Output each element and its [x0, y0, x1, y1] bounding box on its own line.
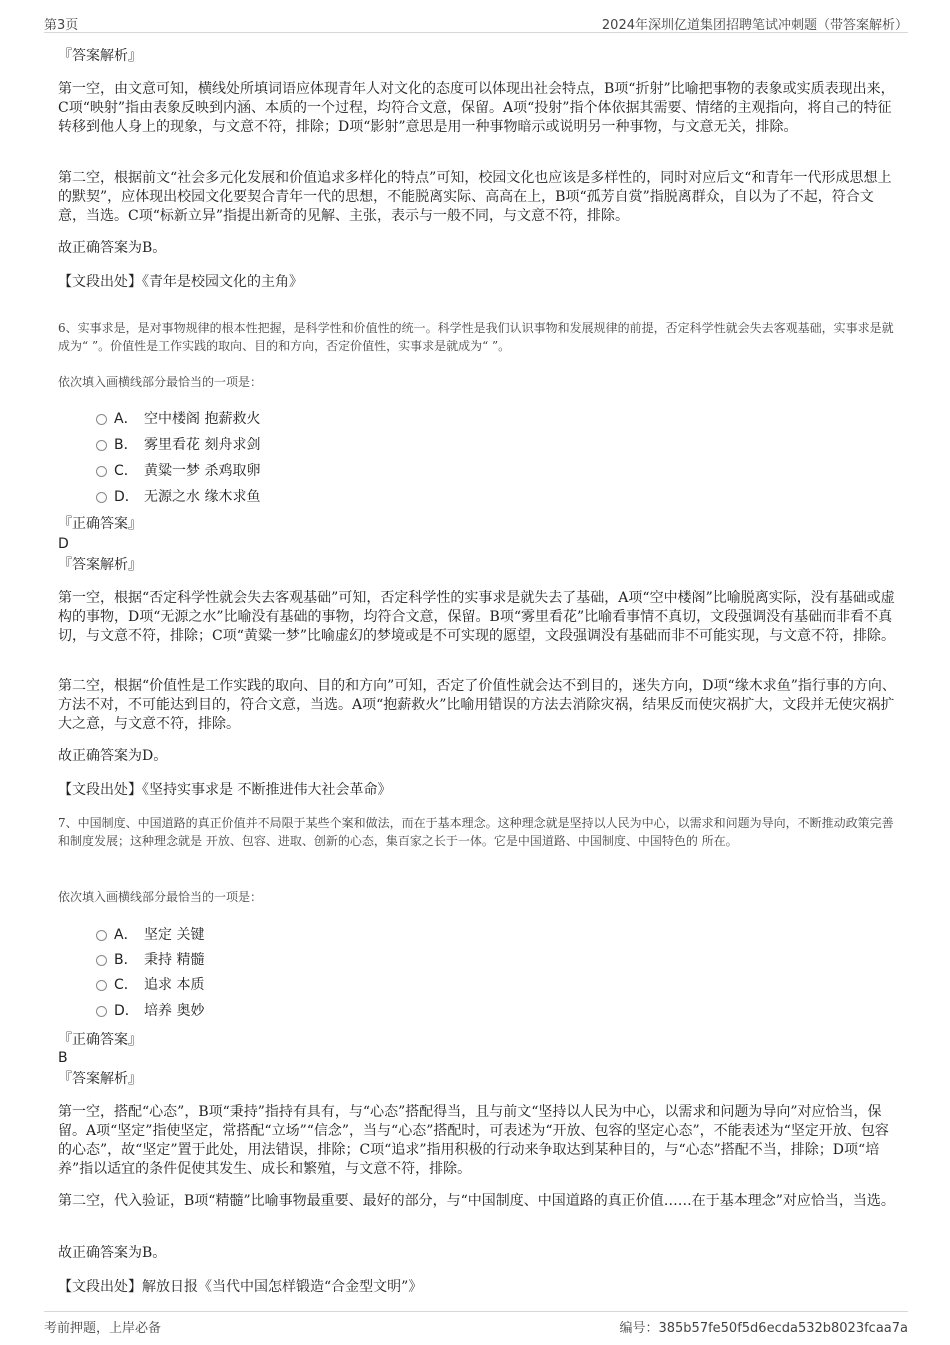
- option-key: D．: [114, 489, 139, 505]
- radio-icon[interactable]: [96, 466, 107, 477]
- q6-answer: D: [58, 536, 69, 552]
- option-text: 秉持 精髓: [144, 952, 205, 968]
- radio-icon[interactable]: [96, 955, 107, 966]
- q6-prompt: 依次填入画横线部分最恰当的一项是：: [58, 375, 263, 389]
- q7-prompt: 依次填入画横线部分最恰当的一项是：: [58, 890, 263, 904]
- q6-analysis-p1: 第一空，根据“否定科学性就会失去客观基础”可知，否定科学性的实事求是就失去了基础，A项“空中楼阁”比喻脱离实际，没有基础或虚构的事物，D项“无源之水”比喻没有基础的事物，均符合文意，保留。B项“雾里看花”比喻看事情不真切，文段强调没有基础而非看不真切，与文意不符，排除；C项“黄粱一梦”比喻虚幻的梦境或是不可实现的愿望，文段强调没有基础而非不可能实现，与文意不符，排除。: [58, 590, 896, 644]
- q6-source: 【文段出处】《坚持实事求是 不断推进伟大社会革命》: [58, 782, 392, 798]
- radio-icon[interactable]: [96, 492, 107, 503]
- q7-answer: B: [58, 1050, 68, 1066]
- option-key: B．: [114, 437, 138, 453]
- radio-icon[interactable]: [96, 414, 107, 425]
- document-code: 编号：385b57fe50f5d6ecda532b8023fcaa7a: [619, 1321, 908, 1336]
- radio-icon[interactable]: [96, 1006, 107, 1017]
- q6-analysis-p2: 第二空，根据“价值性是工作实践的取向、目的和方向”可知，否定了价值性就会达不到目的，迷失方向，D项“缘木求鱼”指行事的方向、方法不对，不可能达到目的，符合文意，当选。A项“抱薪救火”比喻用错误的方法去消除灾祸，结果反而使灾祸扩大，文段并无使灾祸扩大之意，与文意不符，排除。: [58, 678, 896, 732]
- q7-stem: 7、中国制度、中国道路的真正价值并不局限于某些个案和做法，而在于基本理念。这种理念就是坚持以人民为中心，以需求和问题为导向，不断推动政策完善和制度发展；这种理念就是 开放、包容、进取、创新的心态，集百家之长于一体。它是中国道路、中国制度、中国特色的 所在。: [58, 816, 894, 848]
- radio-icon[interactable]: [96, 440, 107, 451]
- q6-conclusion: 故正确答案为D。: [58, 748, 168, 764]
- radio-icon[interactable]: [96, 930, 107, 941]
- option-key: C．: [114, 463, 138, 479]
- q7-analysis-p2: 第二空，代入验证，B项“精髓”比喻事物最重要、最好的部分，与“中国制度、中国道路的真正价值……在于基本理念”对应恰当，当选。: [58, 1193, 895, 1209]
- q5-conclusion: 故正确答案为B。: [58, 240, 167, 256]
- option-text: 黄粱一梦 杀鸡取卵: [144, 463, 261, 479]
- option-key: C．: [114, 977, 138, 993]
- q5-analysis-p1: 第一空，由文意可知，横线处所填词语应体现青年人对文化的态度可以体现出社会特点，B项“折射”比喻把事物的表象或实质表现出来，C项“映射”指由表象反映到内涵、本质的一个过程，均符合文意，保留。A项“投射”指个体依据其需要、情绪的主观指向，将自己的特征转移到他人身上的现象，与文意不符，排除；D项“影射”意思是用一种事物暗示或说明另一种事物，与文意无关，排除。: [58, 81, 895, 135]
- footer-slogan: 考前押题，上岸必备: [44, 1321, 162, 1336]
- q7-source: 【文段出处】解放日报《当代中国怎样锻造“合金型文明”》: [58, 1279, 423, 1295]
- q5-source: 【文段出处】《青年是校园文化的主角》: [58, 274, 303, 290]
- document-title: 2024年深圳亿道集团招聘笔试冲刺题（带答案解析）: [601, 18, 908, 33]
- option-text: 坚定 关键: [144, 927, 205, 943]
- option-text: 追求 本质: [144, 977, 205, 993]
- correct-answer-label: 『正确答案』: [58, 516, 142, 532]
- option-text: 雾里看花 刻舟求剑: [144, 437, 261, 453]
- analysis-label: 『答案解析』: [58, 48, 142, 64]
- radio-icon[interactable]: [96, 980, 107, 991]
- correct-answer-label: 『正确答案』: [58, 1032, 142, 1048]
- option-text: 无源之水 缘木求鱼: [144, 489, 261, 505]
- q7-conclusion: 故正确答案为B。: [58, 1245, 167, 1261]
- page-number: 第3页: [44, 18, 79, 33]
- page-footer: [44, 1311, 908, 1336]
- q5-analysis-p2: 第二空，根据前文“社会多元化发展和价值追求多样化的特点”可知，校园文化也应该是多样性的，同时对应后文“和青年一代形成思想上的默契”，应体现出校园文化要契合青年一代的思想，不能脱离实际、高高在上，B项“孤芳自赏”指脱离群众，自以为了不起，符合文意，当选。C项“标新立异”指提出新奇的见解、主张，表示与一般不同，与文意不符，排除。: [58, 170, 892, 224]
- analysis-label: 『答案解析』: [58, 1071, 142, 1087]
- q7-analysis-p1: 第一空，搭配“心态”，B项“秉持”指持有具有，与“心态”搭配得当，且与前文“坚持以人民为中心，以需求和问题为导向”对应恰当，保留。A项“坚定”指使坚定，常搭配“立场”“信念”，当与“心态”搭配时，可表述为“开放、包容的坚定心态”，不能表述为“坚定开放、包容的心态”，故“坚定”置于此处，用法错误，排除；C项“追求”指用积极的行动来争取达到某种目的，与“心态”搭配不当，排除；D项“培养”指以适宜的条件促使其发生、成长和繁殖，与文意不符，排除。: [58, 1104, 889, 1177]
- option-key: A．: [114, 927, 138, 943]
- page-header: [44, 12, 908, 33]
- option-text: 培养 奥妙: [144, 1003, 205, 1019]
- option-text: 空中楼阁 抱薪救火: [144, 411, 261, 427]
- option-key: B．: [114, 952, 138, 968]
- q6-stem: 6、实事求是，是对事物规律的根本性把握，是科学性和价值性的统一。科学性是我们认识事物和发展规律的前提，否定科学性就会失去客观基础，实事求是就成为“ ”。价值性是工作实践的取向、目的和方向，否定价值性，实事求是就成为“ ”。: [58, 321, 894, 353]
- analysis-label: 『答案解析』: [58, 557, 142, 573]
- option-key: A．: [114, 411, 138, 427]
- option-key: D．: [114, 1003, 139, 1019]
